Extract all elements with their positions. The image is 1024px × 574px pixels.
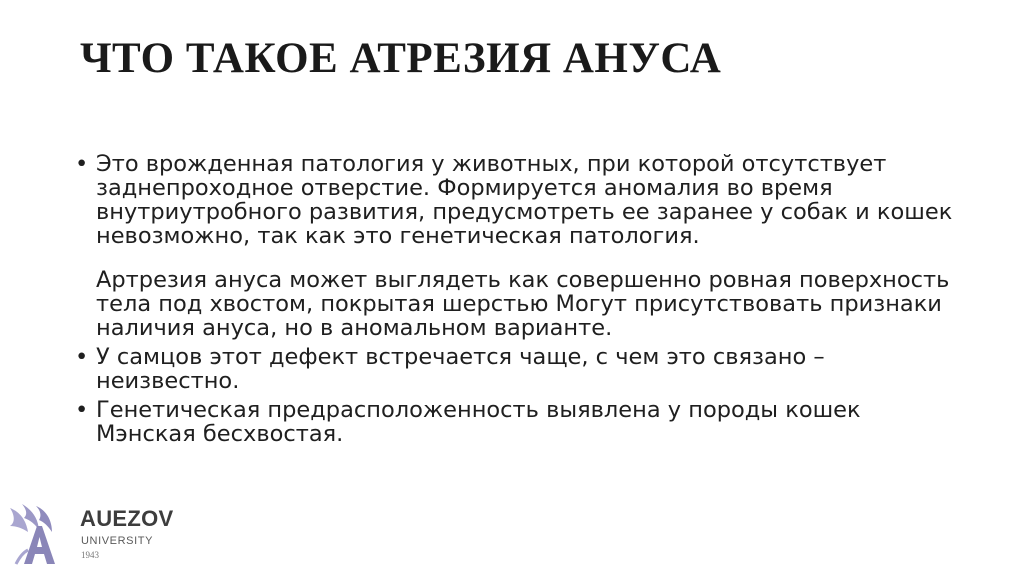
bullet-paragraph: Это врожденная патология у животных, при которой отсутствует заднепроходное отверстие. Формируется аномалия во время внутриутробного развития, предусмотреть ее заранее у собак и кошек невозможно, так как это генетическая патология. (96, 151, 953, 249)
university-emblem-icon (6, 502, 72, 568)
logo-subtitle: UNIVERSITY (81, 535, 154, 547)
bullet-list (75, 152, 955, 451)
bullet-dot: • (75, 397, 89, 423)
bullet-paragraph: Генетическая предрасположенность выявлена у породы кошек Мэнская бесхвостая. (96, 397, 861, 447)
bullet-dot: • (75, 151, 89, 177)
bullet-dot: • (75, 344, 89, 370)
logo-name: AUEZOV (80, 506, 174, 531)
slide-title: ЧТО ТАКОЕ АТРЕЗИЯ АНУСА (80, 35, 722, 82)
bullet-paragraph: Артрезия ануса может выглядеть как совершенно ровная поверхность тела под хвостом, покрытая шерстью Могут присутствовать признаки наличия ануса, но в аномальном варианте. (96, 267, 950, 341)
bullet-item (75, 398, 955, 446)
logo-year: 1943 (81, 550, 99, 560)
bullet-paragraph: У самцов этот дефект встречается чаще, с чем это связано – неизвестно. (96, 344, 825, 394)
university-logo (6, 502, 206, 568)
bullet-item (75, 345, 955, 393)
bullet-item (75, 152, 955, 340)
